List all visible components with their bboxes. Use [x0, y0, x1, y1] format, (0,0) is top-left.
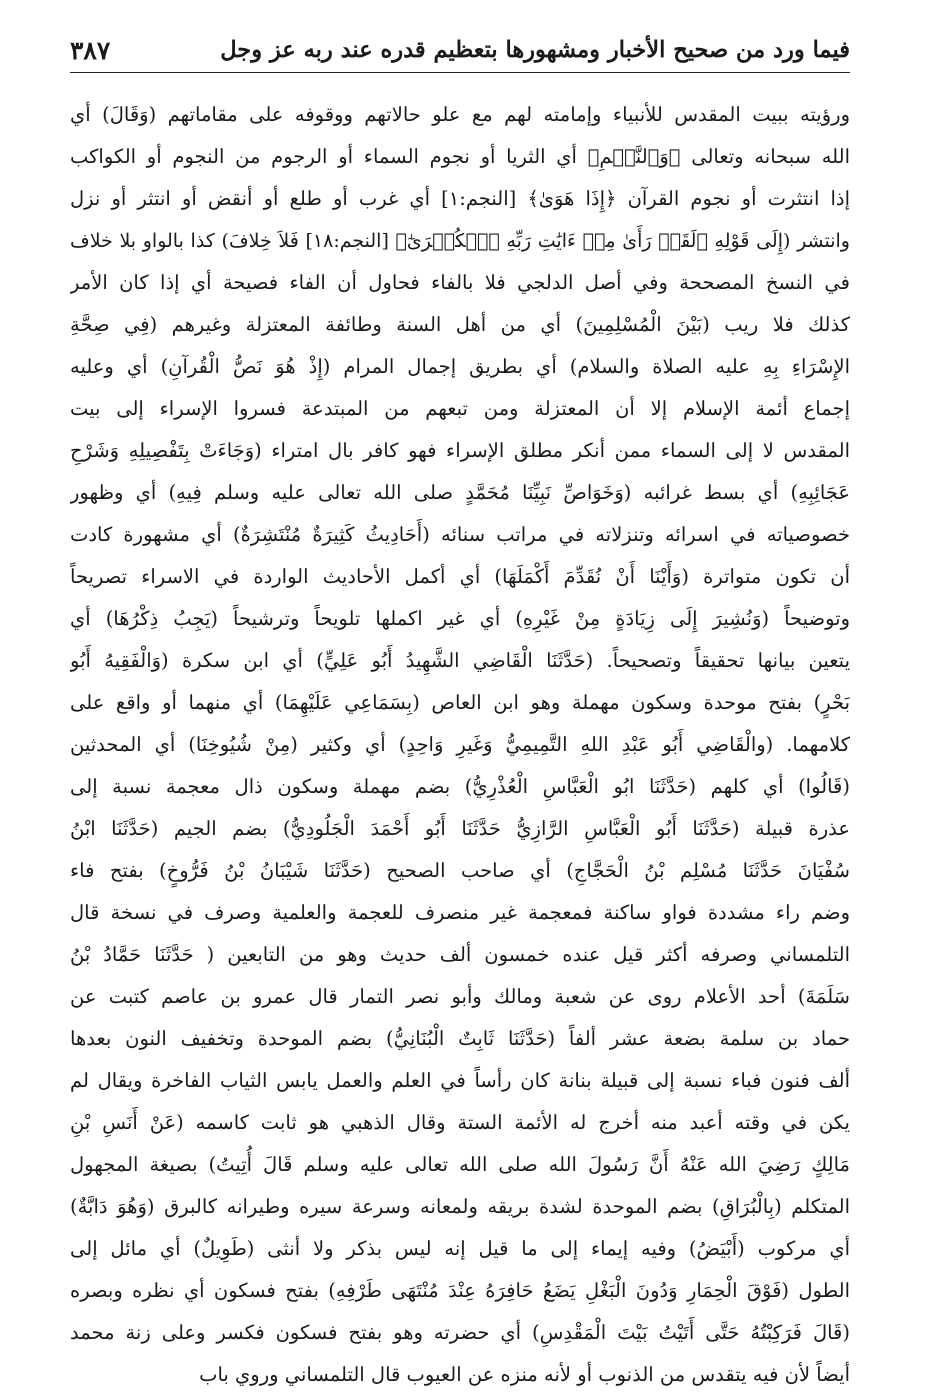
text-line: وضم راء مشددة فواو ساكنة فمعجمة غير منصرف للعجمة والعلمية وصرف في نسخة قال — [70, 901, 850, 924]
page-number: ٣٨٧ — [70, 35, 111, 65]
text-line: المقدس لا إلى السماء ممن أنكر مطلق الإسراء فهو كافر بال امتراء (وَجَاءَتْ بِتَفْصِيلِهِ وَشَرْحِ — [70, 439, 850, 462]
text-line: حماد بن سلمة بضعة عشر ألفاً (حَدَّثَنَا ثَابِتٌ الْبُنَانِيُّ) بضم الموحدة وتخفيف النون بعدها — [70, 1027, 850, 1050]
text-line: إجماع أئمة الإسلام إلا أن المعتزلة ومن تبعهم من المبتدعة فسروا الإسراء إلى بيت — [70, 397, 850, 420]
text-line: عذرة قبيلة (حَدَّثَنَا أَبُو الْعَبَّاسِ الرَّازِيُّ حَدَّثَنَا أَبُو أَحْمَدَ الْجَلُودِيُّ) بضم الجيم (حَدَّثَنَا ابْنُ — [70, 817, 850, 840]
text-line: كذلك فلا ريب (بَيْنَ الْمُسْلِمِينَ) أي من أهل السنة وطائفة المعتزلة وغيرهم (فِي صِحَّةِ — [70, 313, 850, 336]
text-line: ألف فنون فباء نسبة إلى قبيلة بنانة كان رأساً في العلم والعمل يابس الثياب الفاخرة ويقال لم — [70, 1069, 850, 1092]
text-line: الإِسْرَاءِ بِهِ عليه الصلاة والسلام) أي بطريق إجمال المرام (إِذْ هُوَ نَصُّ الْقُرآنِ) أي وعليه — [70, 355, 850, 378]
text-line: يكن في وقته أعبد منه أخرج له الأئمة الستة وقال الذهبي هو ثابت كاسمه (عَنْ أَنَسِ بْنِ — [70, 1111, 850, 1134]
text-line: بَحْرٍ) بفتح موحدة وسكون مهملة وهو ابن العاص (بِسَمَاعِي عَلَيْهِمَا) أي منهما أو واقع على — [70, 691, 850, 714]
text-line: الله سبحانه وتعالى ﴿وَٱلنَّجۡمِ﴾ أي الثريا أو نجوم السماء أو الرجوم من النجوم أو الكواكب — [70, 145, 850, 168]
text-line: سَلَمَةَ) أحد الأعلام روى عن شعبة ومالك وأبو نصر التمار قال عمرو بن عاصم كتبت عن — [70, 985, 850, 1008]
text-line: التلمساني وصرفه أكثر قيل عنده خمسون ألف حديث وهو من التابعين ( حَدَّثَنَا حَمَّادُ بْنُ — [70, 943, 850, 966]
body-text — [70, 94, 850, 1386]
text-line: وانتشر (إِلَى قَوْلِهِ ﴿لَقَدۡ رَأَىٰ مِنۡ ءَايَٰتِ رَبِّهِ ٱلۡكُبۡرَىٰٓ﴾ [النجم:١٨] فَلاَ خِلافَ) كذا بالواو بلا خلاف — [70, 230, 850, 252]
text-line: الطول (فَوْقَ الْحِمَارِ وَدُونَ الْبَغْلِ يَضَعُ حَافِرَهُ عِنْدَ مُنْتَهَى طَرْفِهِ) بفتح فسكون أي نظره وبصره — [70, 1279, 850, 1302]
text-line: سُفْيَانَ حَدَّثَنَا مُسْلِم بْنُ الْحَجَّاجِ) أي صاحب الصحيح (حَدَّثَنَا شَيْبَانُ بْنُ فَرُّوخٍ) بفتح فاء — [70, 859, 850, 882]
text-line: (قَالَ فَرَكِبْتُهُ حَتَّى أَتَيْتُ بَيْتَ الْمَقْدِسِ) أي حضرته وهو بفتح فسكون فكسر وعلى زنة محمد — [70, 1321, 850, 1344]
text-line: أيضاً لأن فيه يتقدس من الذنوب أو لأنه منزه عن العيوب قال التلمساني وروي باب — [199, 1363, 850, 1386]
text-line: المتكلم (بِالْبُرَاقِ) بضم الموحدة لشدة بريقه ولمعانه وسرعة سيره وطيرانه كالبرق (وَهُوَ دَابَّةٌ) — [70, 1195, 850, 1218]
text-line: وتوضيحاً (وَنُشِيرَ إِلَى زِيَادَةٍ مِنْ غَيْرِهِ) أي غير اكملها تلويحاً وترشيحاً (يَجِبُ ذِكْرُهَا) أي — [70, 607, 850, 630]
text-line: خصوصياته في اسرائه وتنزلاته في مراتب سنائه (أَحَادِيثُ كَثِيرَةٌ مُنْتَشِرَةٌ) أي مشهورة كادت — [70, 523, 850, 546]
text-line: أي مركوب (أَبْيَضُ) وفيه إيماء إلى ما قيل إنه ليس بذكر ولا أنثى (طَوِيلٌ) أي مائل إلى — [70, 1237, 850, 1260]
text-line: (قَالُوا) أي كلهم (حَدَّثَنَا ابُو الْعَبَّاسِ الْعُذْرِيُّ) بضم مهملة وسكون ذال معجمة نسبة إلى — [70, 775, 850, 798]
text-line: كلامهما. (والْقَاضِي أَبُو عَبْدِ اللهِ التَّمِيمِيُّ وَغَيرِ وَاحِدٍ) أي وكثير (مِنْ شُيُوخِنَا) أي المحدثين — [70, 733, 850, 756]
page-header — [70, 28, 850, 73]
running-title: فيما ورد من صحيح الأخبار ومشهورها بتعظيم قدره عند ربه عز وجل — [220, 37, 850, 63]
text-line: في النسخ المصححة وفي أصل الدلجي فلا بالفاء فحاول أن الفاء فصيحة أي إذا كان الأمر — [70, 271, 850, 294]
text-line: مَالِكٍ رَضِيَ الله عَنْهُ أَنَّ رَسُولَ الله صلى الله تعالى عليه وسلم قَالَ أُتِيتُ) بصيغة المجهول — [70, 1153, 850, 1176]
text-line: ورؤيته ببيت المقدس للأنبياء وإمامته لهم مع علو حالاتهم ووقوفه على مقاماتهم (وَقَالَ) أي — [70, 103, 850, 126]
text-line: عَجَائِبِهِ) أي بسط غرائبه (وَخَوَاصِّ نَبِيِّنَا مُحَمَّدٍ صلى الله تعالى عليه وسلم فِيهِ) أي وظهور — [70, 481, 850, 504]
text-line: إذا انتثرت أو نجوم القرآن ﴿إِذَا هَوَىٰ﴾ [النجم:١] أي غرب أو طلع أو أنقض أو انتثر أو نزل — [70, 187, 850, 210]
text-line: يتعين بيانها تحقيقاً وتصحيحاً. (حَدَّثَنَا الْقَاضِي الشَّهِيدُ أَبُو عَلِيٍّ) أي ابن سكرة (وَالْفَقِيهُ أَبُو — [70, 649, 850, 672]
text-line: أن تكون متواترة (وَأَيْنَا أَنْ نُقَدِّمَ أَكْمَلَهَا) أي أكمل الأحاديث الواردة في الاسراء تصريحاً — [70, 565, 850, 588]
